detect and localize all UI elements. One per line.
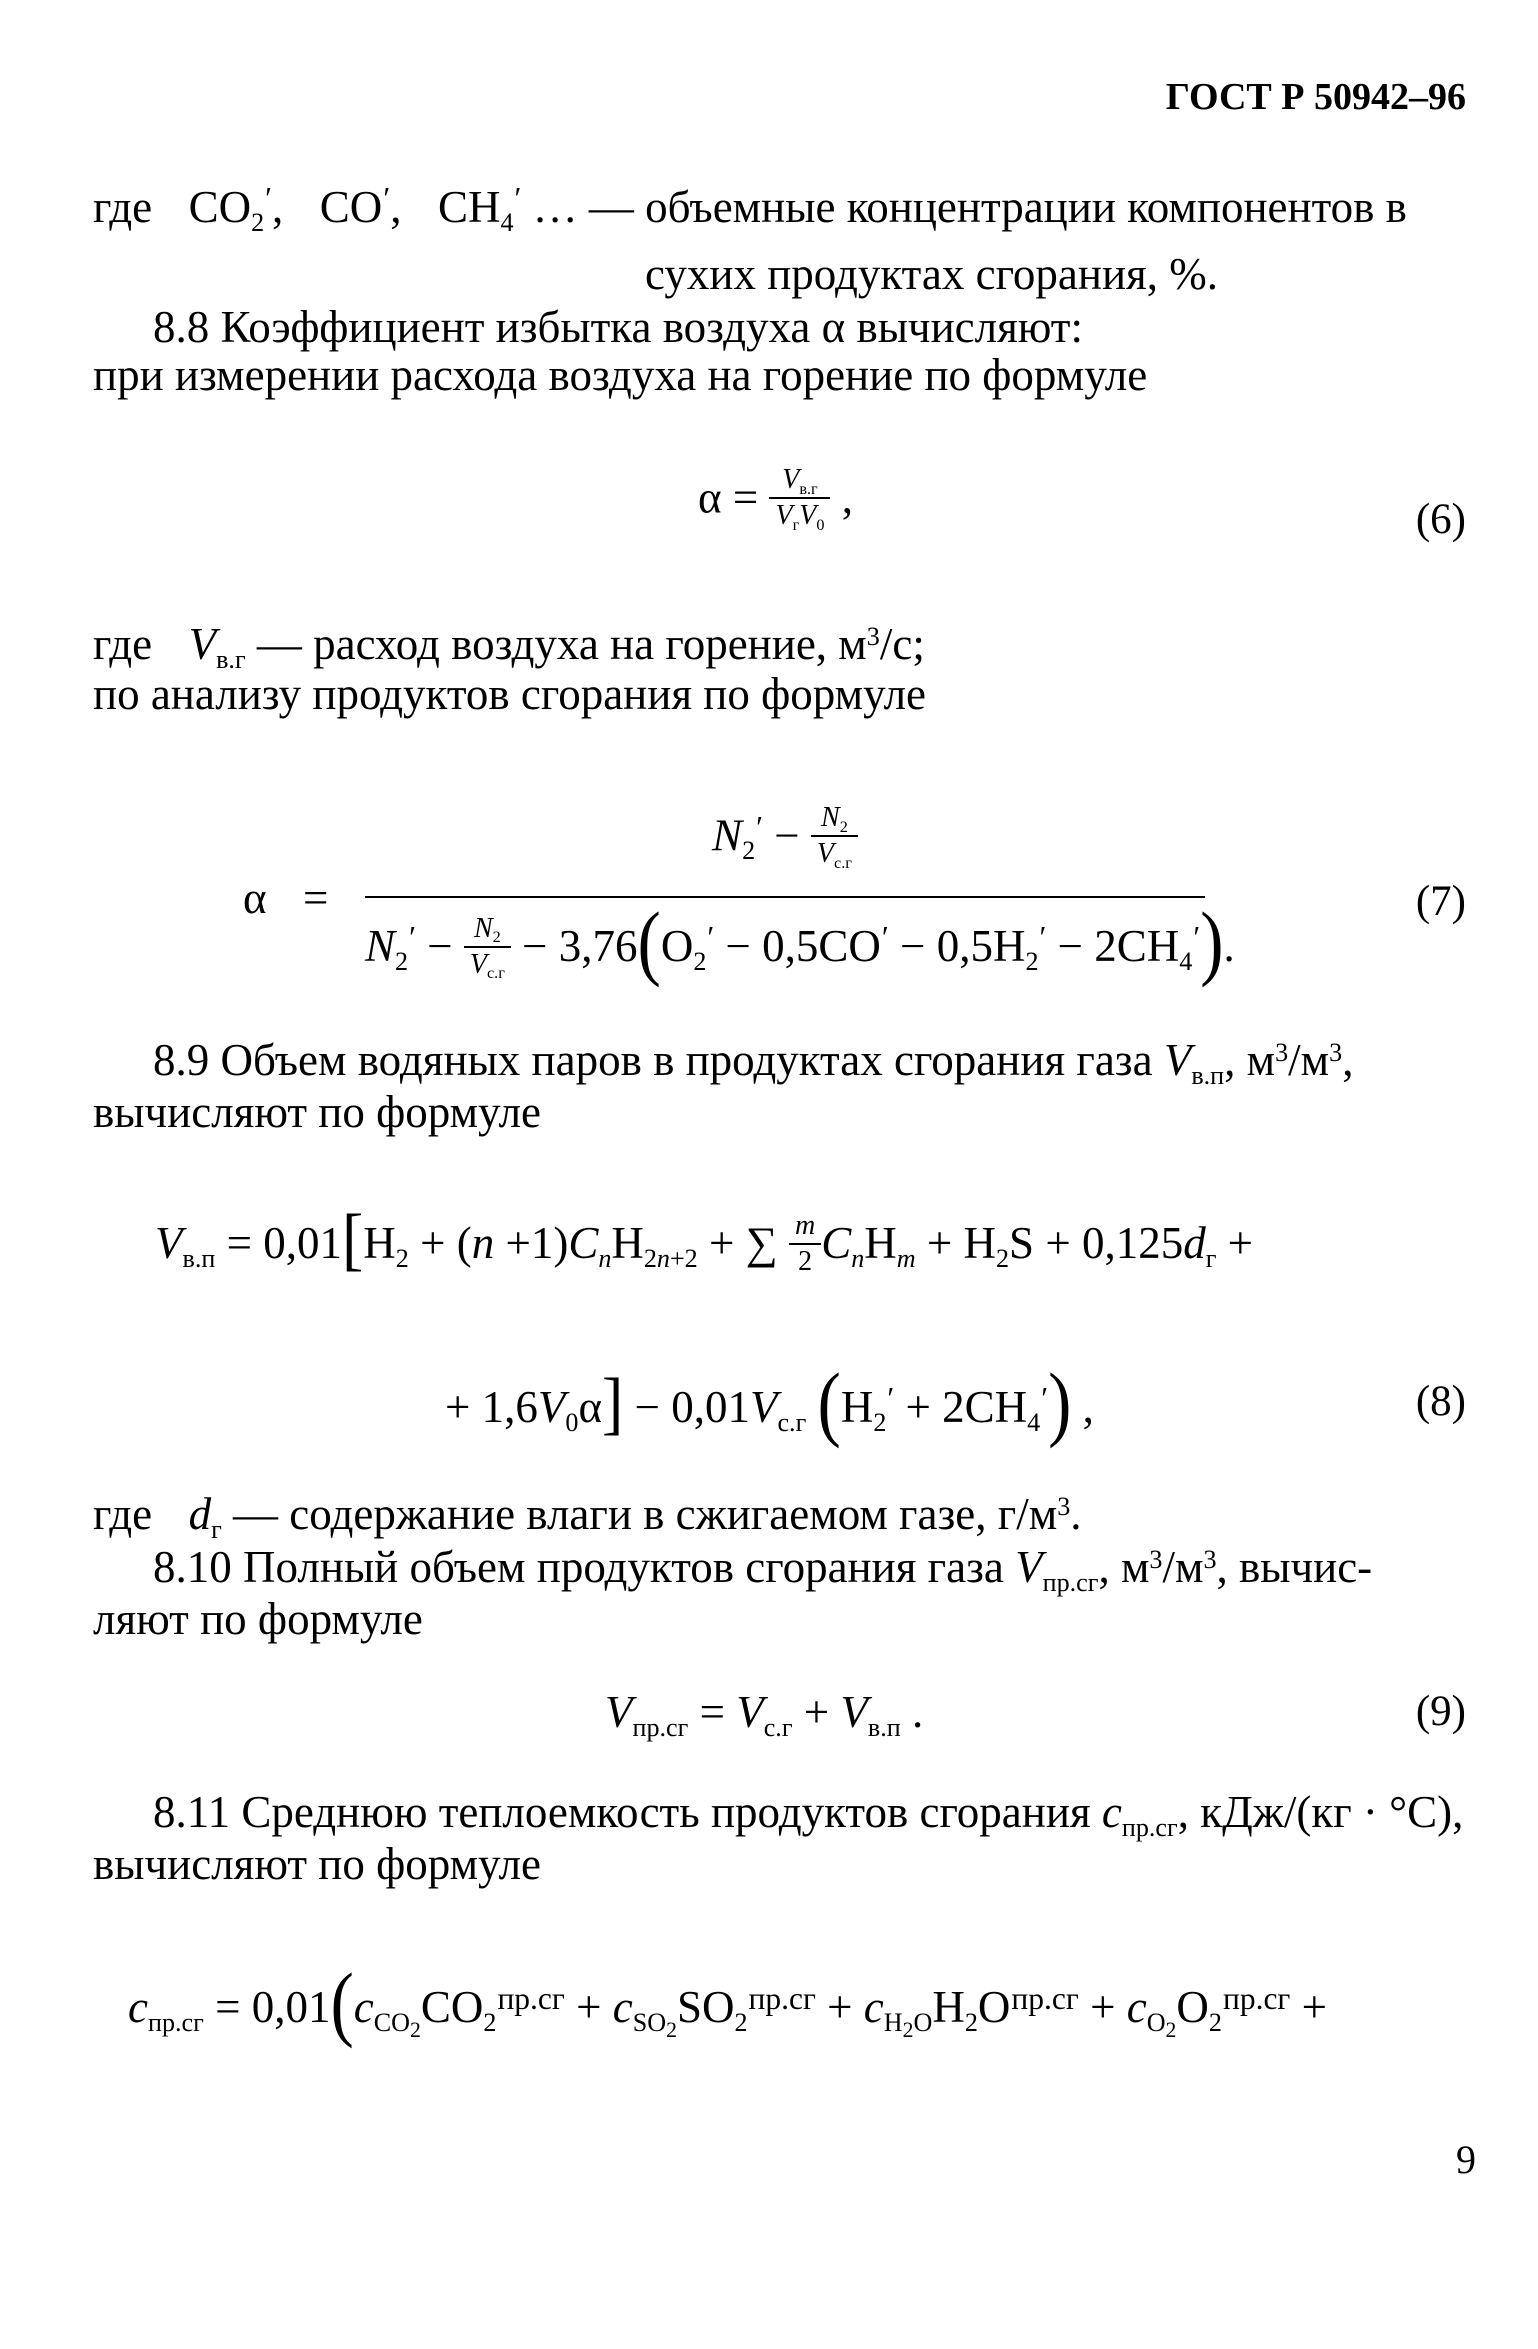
equation-number-7: (7)	[1415, 878, 1466, 925]
page-number: 9	[1456, 2137, 1476, 2182]
equation-number-9: (9)	[1415, 1688, 1466, 1735]
paragraph-8-8-line2: при измерении расхода воздуха на горение по формуле	[93, 350, 1148, 400]
by-analysis-line: по анализу продуктов сгорания по формуле	[93, 669, 927, 719]
formula-6: α = $\frac{V_{в.г}}{V_гV_0}$ ,	[698, 464, 853, 534]
legend-description-continued: сухих продуктах сгорания, %.	[645, 249, 1218, 299]
document-page: ГОСТ Р 50942–96 где $CO_2'$, CO′, $CH_4'$ … — объемные концентрации компонентов в сухих продуктах сгорания, %. 8.8 Коэффициент избытка воздуха α вычисляют: при измерении расхода воздуха на горение по формуле α = $\frac{V_{в.г}}{V_гV_0}$ , (6) где $V_{в.г}$ — расход воздуха на горение, $м^3/с$; по анализу продуктов сгорания по формуле α = $N_2'$ − $\frac{N_2}{V_{с.г}}$ $N_2'$ − $\frac{N_2}{V_{с.г}}$ − $3,76(O_2' - 0,5CO' - 0,5H_2' - 2CH_4')$. (7) 8.9 Объем водяных паров в продуктах сгорания газа $V_{в.п}$, $м^3/м^3$, вычисляют по формуле $V_{в.п} = 0,01[H_2 + (n +1)C_nH_{2n+2}$ + ∑ $\frac{m}{2}$ $C_nH_m + H_2S + 0,125d_г$ + + $1,6V_0\alpha] - 0,01V_{с.г}$ $(H_2' + 2CH_4')$ , (8) где $d_г$ — содержание влаги в сжигаемом газе, $г/м^3$. 8.10 Полный объем продуктов сгорания газа $V_{пр.сг}$, $м^3/м^3$, вычис- ляют по формуле $V_{пр.сг} = V_{с.г} + V_{в.п}$ . (9) 8.11 Среднюю теплоемкость продуктов сгорания $c_{пр.сг}$, кДж/(кг · °С), вычисляют по формуле $c_{пр.сг} = 0,01(c_{CO_2}CO_2^{пр.сг} + c_{SO_2}SO_2^{пр.сг} + c_{H_2O}H_2O^{пр.сг} + c_{O_2}O_2^{пр.сг}$ + 9	[0, 0, 1538, 2349]
document-header: ГОСТ Р 50942–96	[1165, 76, 1466, 118]
formula-8-line2: + $1,6V_0\alpha] - 0,01V_{с.г}$ $(H_2' + 2CH_4')$ ,	[445, 1357, 1094, 1450]
legend-description: объемные концентрации компонентов в	[645, 182, 1407, 232]
formula-co: CO′,	[319, 181, 402, 232]
formula-co2: $CO_2'$,	[188, 181, 284, 238]
formula-10-line1: $c_{пр.сг} = 0,01(c_{CO_2}CO_2^{пр.сг} + c_{SO_2}SO_2^{пр.сг} + c_{H_2O}H_2O^{пр.сг} + c_{O_2}O_2^{пр.сг}$ +	[128, 1957, 1327, 2050]
paragraph-8-8-line1: 8.8 Коэффициент избытка воздуха α вычисляют:	[153, 302, 1083, 352]
formula-7-denominator: $N_2'$ − $\frac{N_2}{V_{с.г}}$ − $3,76(O_2' - 0,5CO' - 0,5H_2' - 2CH_4')$.	[365, 896, 1235, 989]
paragraph-8-9-line1: 8.9 Объем водяных паров в продуктах сгорания газа $V_{в.п}$, $м^3/м^3$,	[153, 1035, 1354, 1091]
components-legend-line	[93, 181, 1407, 238]
equation-number-8: (8)	[1415, 1378, 1466, 1425]
paragraph-8-10-line2: ляют по формуле	[93, 1594, 423, 1644]
paragraph-8-11-line2: вычисляют по формуле	[93, 1839, 542, 1889]
formula-ch4: $CH_4'$	[437, 181, 522, 238]
formula-6-fraction: $\frac{V_{в.г}}{V_гV_0}$	[769, 466, 830, 530]
where-label: где	[93, 182, 153, 232]
moisture-legend-line: где $d_г$ — содержание влаги в сжигаемом газе, $г/м^3$.	[93, 1489, 1082, 1545]
paragraph-8-9-line2: вычисляют по формуле	[93, 1087, 542, 1137]
ellipsis-dash: … —	[532, 182, 634, 232]
formula-9: $V_{пр.сг} = V_{с.г} + V_{в.п}$ .	[605, 1687, 924, 1743]
formula-7-numerator: $N_2'$ − $\frac{N_2}{V_{с.г}}$	[365, 808, 1205, 872]
paragraph-8-10-line1: 8.10 Полный объем продуктов сгорания газа $V_{пр.сг}$, $м^3/м^3$, вычис-	[153, 1542, 1373, 1598]
formula-8-line1: $V_{в.п} = 0,01[H_2 + (n +1)C_nH_{2n+2}$ + ∑ $\frac{m}{2}$ $C_nH_m + H_2S + 0,125d_г$ +	[155, 1199, 1254, 1278]
equation-number-6: (6)	[1415, 496, 1466, 543]
air-flow-legend-line: где $V_{в.г}$ — расход воздуха на горение, $м^3/с$;	[93, 619, 925, 675]
paragraph-8-11-line1: 8.11 Среднюю теплоемкость продуктов сгорания $c_{пр.сг}$, кДж/(кг · °С),	[153, 1787, 1464, 1843]
formula-7-fraction-bar	[365, 896, 1205, 898]
